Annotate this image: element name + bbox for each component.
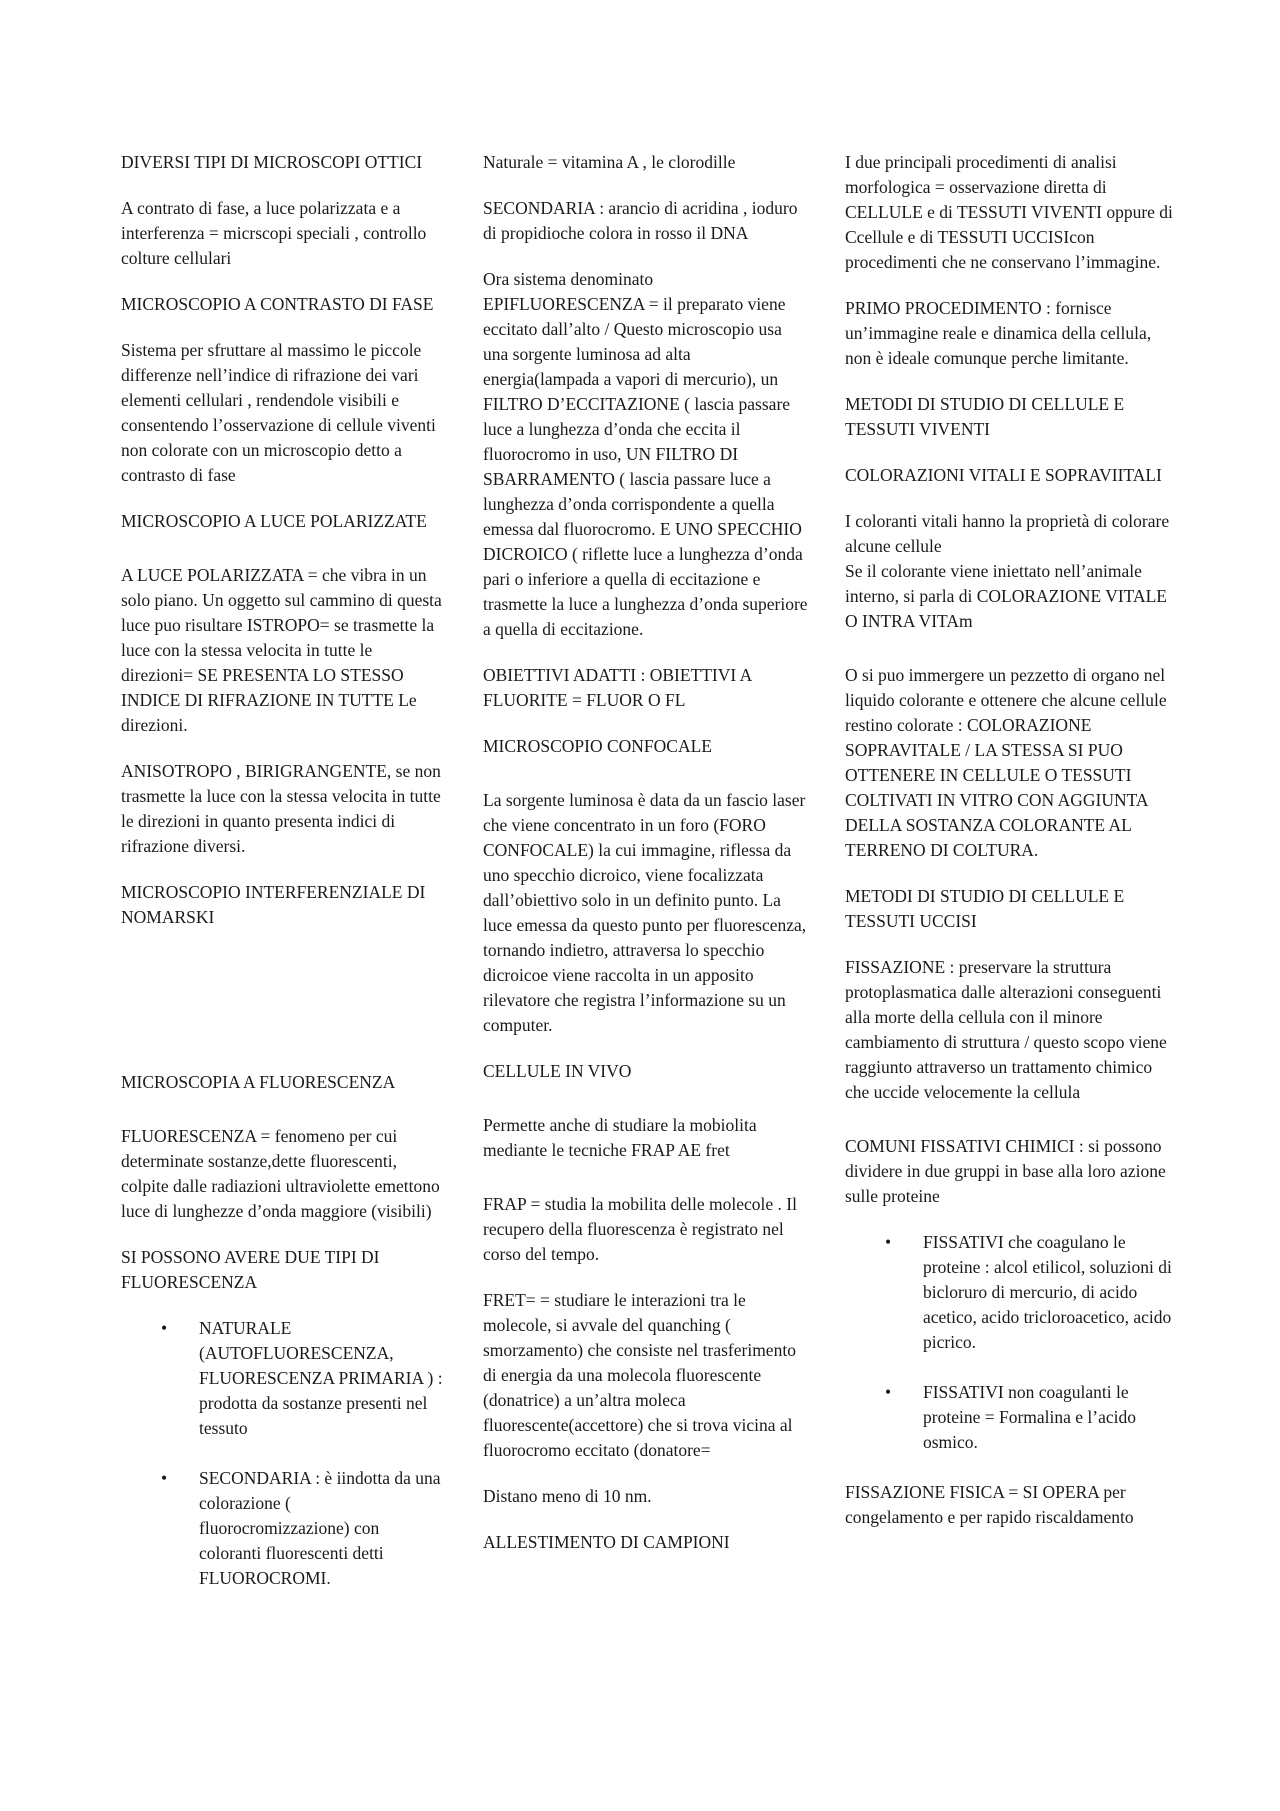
paragraph: Sistema per sfruttare al massimo le piccole differenze nell’indice di rifrazione dei vari elementi cellulari , rendendole visibili e consentendo l’osservazione di cellule viventi non colorate con un microscopio detto a contrasto di fase [121,340,436,485]
text-column-3 [845,150,1175,1551]
section-heading: COLORAZIONI VITALI E SOPRAVIITALI [845,465,1162,485]
paragraph: I coloranti vitali hanno la proprietà di colorare alcune cellule [845,511,1170,556]
paragraph: Naturale = vitamina A , le clorodille [483,152,736,172]
paragraph: Ora sistema denominato EPIFLUORESCENZA = il preparato viene eccitato dall’alto / Questo microscopio usa una sorgente luminosa ad alta energia(lampada a vapori di mercurio), un FILTRO D’ECCITAZIONE ( lascia passare luce a lunghezza d’onda che eccita il fluorocromo in uso, UN FILTRO DI SBARRAMENTO ( lascia passare luce a lunghezza d’onda corrispondente a quella emessa dal fluorocromo. E UNO SPECCHIO DICROICO ( riflette luce a lunghezza d’onda pari o inferiore a quella di eccitazione e trasmette la luce a lunghezza d’onda superiore a quella di eccitazione. [483,269,808,639]
section-heading: METODI DI STUDIO DI CELLULE E TESSUTI UCCISI [845,886,1125,931]
paragraph: O si puo immergere un pezzetto di organo nel liquido colorante e ottenere che alcune cellule restino colorate : COLORAZIONE SOPRAVITALE / LA STESSA SI PUO OTTENERE IN CELLULE O TESSUTI COLTIVATI IN VITRO CON AGGIUNTA DELLA SOSTANZA COLORANTE AL TERRENO DI COLTURA. [845,665,1167,860]
fixatives-list [845,1230,1175,1455]
paragraph: FISSAZIONE FISICA = SI OPERA per congelamento e per rapido riscaldamento [845,1482,1134,1527]
paragraph: FISSAZIONE : preservare la struttura protoplasmatica dalle alterazioni conseguenti alla morte della cellula con il minore cambiamento di struttura / questo scopo viene raggiunto attraverso un trattamento chimico che uccide velocemente la cellula [845,957,1167,1102]
section-heading: CELLULE IN VIVO [483,1061,632,1081]
text-column-1 [121,150,443,1616]
list-item: • FISSATIVI non coagulanti le proteine = Formalina e l’acido osmico. [923,1380,1175,1455]
paragraph: COMUNI FISSATIVI CHIMICI : si possono dividere in due gruppi in base alla loro azione sulle proteine [845,1136,1166,1206]
paragraph: Se il colorante viene iniettato nell’animale interno, si parla di COLORAZIONE VITALE O INTRA VITAm [845,561,1167,631]
paragraph: FRAP = studia la mobilita delle molecole . Il recupero della fluorescenza è registrato nel corso del tempo. [483,1194,797,1264]
paragraph: Distano meno di 10 nm. [483,1486,652,1506]
paragraph: ANISOTROPO , BIRIGRANGENTE, se non trasmette la luce con la stessa velocita in tutte le direzioni in quanto presenta indici di rifrazione diversi. [121,761,441,856]
section-heading: MICROSCOPIA A FLUORESCENZA [121,1072,396,1092]
paragraph: La sorgente luminosa è data da un fascio laser che viene concentrato in un foro (FORO CONFOCALE) la cui immagine, riflessa da uno specchio dicroico, viene focalizzata dall’obiettivo solo in un definito punto. La luce emessa da questo punto per fluorescenza, tornando indietro, attraversa lo specchio dicroicoe viene raccolta in un apposito rilevatore che registra l’informazione su un computer. [483,790,807,1035]
section-heading: MICROSCOPIO A LUCE POLARIZZATE [121,511,427,531]
paragraph: FRET= = studiare le interazioni tra le molecole, si avvale del quanching ( smorzamento) che consiste nel trasferimento di energia da una molecola fluorescente (donatrice) a un’altra moleca fluorescente(accettore) che si trova vicina al fluorocromo eccitato (donatore= [483,1290,796,1460]
paragraph: Permette anche di studiare la mobiolita mediante le tecniche FRAP AE fret [483,1115,757,1160]
section-heading: ALLESTIMENTO DI CAMPIONI [483,1532,730,1552]
list-item: • FISSATIVI che coagulano le proteine : alcol etilicol, soluzioni di bicloruro di mercurio, di acido acetico, acido tricloroacetico, acido picrico. [923,1230,1175,1355]
section-heading: METODI DI STUDIO DI CELLULE E TESSUTI VIVENTI [845,394,1125,439]
paragraph: PRIMO PROCEDIMENTO : fornisce un’immagine reale e dinamica della cellula, non è ideale comunque perche limitante. [845,298,1152,368]
paragraph: A contrato di fase, a luce polarizzata e a interferenza = micrscopi speciali , controllo colture cellulari [121,198,427,268]
list-item: • SECONDARIA : è iindotta da una colorazione ( fluorocromizzazione) con coloranti fluorescenti detti FLUOROCROMI. [199,1466,443,1591]
section-heading: MICROSCOPIO INTERFERENZIALE DI NOMARSKI [121,882,426,927]
fluorescence-types-list [121,1316,443,1591]
paragraph: A LUCE POLARIZZATA = che vibra in un solo piano. Un oggetto sul cammino di questa luce puo risultare ISTROPO= se trasmette la luce con la stessa velocita in tutte le direzioni= SE PRESENTA LO STESSO INDICE DI RIFRAZIONE IN TUTTE Le direzioni. [121,565,442,735]
section-heading: OBIETTIVI ADATTI : OBIETTIVI A FLUORITE = FLUOR O FL [483,665,752,710]
section-heading: MICROSCOPIO A CONTRASTO DI FASE [121,294,434,314]
section-heading: SI POSSONO AVERE DUE TIPI DI FLUORESCENZA [121,1247,380,1292]
section-heading: DIVERSI TIPI DI MICROSCOPI OTTICI [121,152,423,172]
section-heading: MICROSCOPIO CONFOCALE [483,736,712,756]
paragraph: FLUORESCENZA = fenomeno per cui determinate sostanze,dette fluorescenti, colpite dalle radiazioni ultraviolette emettono luce di lunghezze d’onda maggiore (visibili) [121,1126,440,1221]
paragraph: I due principali procedimenti di analisi morfologica = osservazione diretta di CELLULE e di TESSUTI VIVENTI oppure di Ccellule e di TESSUTI UCCISIcon procedimenti che ne conservano l’immagine. [845,152,1173,272]
text-column-2 [483,150,808,1576]
paragraph: SECONDARIA : arancio di acridina , ioduro di propidioche colora in rosso il DNA [483,198,798,243]
list-item: • NATURALE (AUTOFLUORESCENZA, FLUORESCENZA PRIMARIA ) : prodotta da sostanze presenti nel tessuto [199,1316,443,1441]
